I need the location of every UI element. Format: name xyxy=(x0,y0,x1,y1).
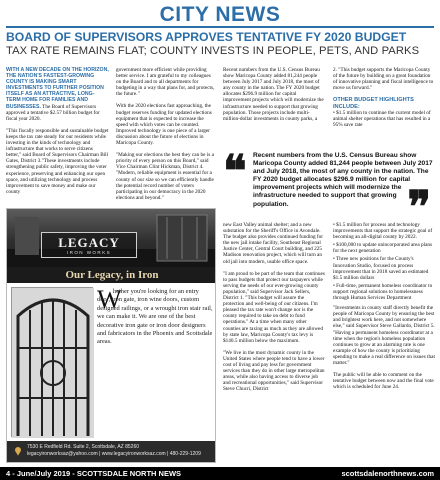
article-column-4 xyxy=(333,67,435,130)
paragraph: government more efficient while providing better service. I am grateful to my colleagues on the Board and to all departments for budgeting in a way that plans for, and protects, the future." xyxy=(116,67,215,98)
ad-body: hether you're looking for an entry door, iron gate, iron wine doors, custom designed railings, or a wrought iron stair rail, we can make it. We are one of the best decorative iron gate or iron door designers and fabricators in the Phoenix and Scottsdale areas. xyxy=(97,288,213,346)
logo-subtext: IRON WORKS xyxy=(66,250,112,255)
ad-photo xyxy=(7,209,216,267)
location-icon xyxy=(13,446,23,456)
article-column-3 xyxy=(223,67,325,128)
title-rule xyxy=(6,26,434,28)
iron-gate-icon xyxy=(12,288,94,438)
highlight-item: • Full-time, permanent homeless coordinator to support regional solutions to homelessness through Human Services Department xyxy=(333,282,433,302)
logo-text: LEGACY xyxy=(58,235,120,250)
paragraph: With the 2020 elections fast approaching, the budget reserves funding for updated elections equipment that is expected to increase the speed with which votes can be counted. Improved technology is one piece of a larger discussion about the future of elections in Maricopa County. xyxy=(116,103,212,147)
paragraph: "Making our elections the best they can be is a priority of every person on this Board," said Vice Chairman Clint Hickman, District 4. "Modern, reliable equipment is essential for a county of our size so we can efficiently handle the potential record number of voters participating in our democracy in the 2020 elections and beyond." xyxy=(116,152,214,201)
legacy-iron-works-ad[interactable] xyxy=(6,208,216,463)
highlight-item: • Three new positions for the County's Innovation Studio, focused on process improvement that in 2018 saved an estimated $1.5 million dollars xyxy=(333,256,429,281)
page-footer xyxy=(0,467,440,480)
legacy-logo xyxy=(41,232,137,258)
paragraph: The Board of Supervisors approved a tentative $2.57 billion budget for fiscal year 2020. xyxy=(6,103,100,122)
paragraph: 2. "This budget supports the Maricopa County of the future by building on a great foundation of innovative planning and fiscal intelligence to move us forward." xyxy=(333,67,434,92)
footer-website-link[interactable]: scottsdalenorthnews.com xyxy=(341,469,434,478)
lead-paragraph: WITH A NEW DECADE ON THE HORIZON, THE NATION'S FASTEST-GROWING COUNTY IS MAKING SMART INVESTMENTS TO FURTHER POSITION ITSELF AS AN ATTRACTIVE, LONG-TERM HOME FOR FAMILIES AND BUSINESSES. xyxy=(6,67,109,110)
highlight-item: • $1.5 million to continue the current model of animal shelter operations that has resulted in a 95% save rate xyxy=(333,109,431,129)
article-column-1 xyxy=(6,67,109,201)
paragraph: new East Valley animal shelter; and a new substation for the Sheriff's Office in Avondale. The budget also provides continued funding for the new jail intake facility, Southeast Regional Justice Center, Central Court building, and 225 Madison renovation project, which will turn an old jail into modern, usable office space. xyxy=(223,222,324,265)
footer-issue: 4 - June/July 2019 - SCOTTSDALE NORTH NEWS xyxy=(6,469,182,478)
iron-gate-photo xyxy=(11,287,93,437)
paragraph: "I am proud to be part of the team that continues to pass budgets that protect our taxpayers while serving the needs of our ever-growing county population," said Supervisor Jack Sellers, District 1. "This budget will assure the protection and well-being of our citizens. I'm pleased the tax rate won't change nor is the county required to take on debt to fund operations." At a time when many other counties are taxing as much as they are allowed by state law, Maricopa County's tax levy is $140.5 million below the maximum. xyxy=(223,270,325,344)
paragraph: Recent numbers from the U.S. Census Bureau show Maricopa County added 81,244 people between July 2017 and July 2018, the most of any county in the nation. The FY 2020 budget allocates $296.9 million for capital improvement projects which will modernize the infrastructure needed to support that growing population. Those projects include multi-million-dollar investments in county parks, a xyxy=(223,67,324,122)
pull-quote-text: Recent numbers from the U.S. Census Bureau show Maricopa County added 81,244 people between July 2017 and July 2018, the most of any county in the nation. The FY 2020 budget allocates $296.9 million for capital improvement projects which will modernize the infrastructure needed to support that growing population. xyxy=(253,152,433,208)
article-column-4-lower xyxy=(333,222,435,396)
ad-contact[interactable]: legacyironworksaz@yahoo.com | www.legacyironworksaz.com | 480-229-1209 xyxy=(27,451,201,457)
headline: BOARD OF SUPERVISORS APPROVES TENTATIVE FY 2020 BUDGET xyxy=(6,30,407,44)
ad-banner: Our Legacy, in Iron xyxy=(7,267,216,283)
article-column-3-lower xyxy=(223,222,325,398)
ad-address: 7530 E Redfield Rd. Suite 2, Scottsdale, AZ 85260 xyxy=(27,444,140,450)
ad-dropcap: W xyxy=(97,285,122,314)
paragraph: The public will be able to comment on the tentative budget between now and the final vote which is scheduled for June 24. xyxy=(333,372,434,391)
paragraph: "This fiscally responsible and sustainable budget keeps the tax rate steady for our residents while investing in the kinds of technology and infrastructure that works to serve citizens better," said Board of Supervisors Chairman Bill Gates, District 3."These investments include strengthening public safety, improving the voter experience, preserving and enhancing our open space, and utilizing technology and process improvement to save money and make our county xyxy=(6,127,109,195)
paragraph: "Investments in county staff directly benefit the people of Maricopa County by ensuring the best and brightest work here, and not somewhere else," said Supervisor Steve Gallardo, District 5. "Having a permanent homeless coordinator at a time when the region's homeless population continues to grow at an alarming rate is one example of how the county is prioritizing spending to make a real difference on issues that matter." xyxy=(333,305,435,366)
highlight-item: • $100,000 to update unincorporated area plans for the next generation xyxy=(333,242,433,255)
open-quote-icon: ❝ xyxy=(223,147,247,196)
ad-contact-bar[interactable] xyxy=(7,441,216,463)
subhead: TAX RATE REMAINS FLAT; COUNTY INVESTS IN PEOPLE, PETS, AND PARKS xyxy=(6,45,420,57)
close-quote-icon: ❞ xyxy=(407,183,431,232)
highlights-heading: OTHER BUDGET HIGHLIGHTS INCLUDE: xyxy=(333,97,414,110)
highlight-item: • $1.5 million for process and technology improvements that support the strategic goal of becoming an all-digital county by 2022. xyxy=(333,222,433,241)
paragraph: "We live in the most dynamic county in the United States where people tend to have a lower cost of living and pay less for government services than they do in other large metropolitan areas, while also having access to diverse job and recreational opportunities," said Supervisor Steve Chucri, District xyxy=(223,349,325,393)
section-title: CITY NEWS xyxy=(159,3,281,26)
article-column-2 xyxy=(116,67,216,207)
